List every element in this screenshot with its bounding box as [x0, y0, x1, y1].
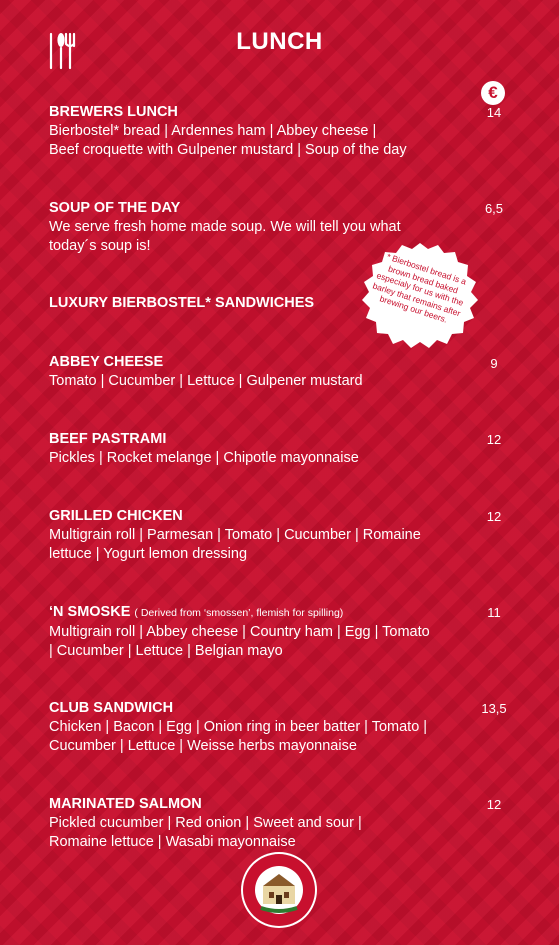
bierbostel-footnote-badge — [360, 241, 480, 353]
restaurant-seal-logo — [239, 850, 319, 930]
item-desc-line: Tomato | Cucumber | Lettuce | Gulpener mustard — [49, 373, 363, 389]
item-price: 12 — [486, 509, 502, 524]
menu-item-grilled-chicken — [49, 507, 479, 564]
badge-text: * Bierbostel bread is a brown bread baked especialy for us with the barley that remains after brewing our beers. — [371, 251, 468, 325]
menu-item-club-sandwich — [49, 699, 479, 756]
item-desc-line: Pickles | Rocket melange | Chipotle mayonnaise — [49, 450, 359, 466]
item-name-text: ‘N SMOSKE — [49, 604, 131, 620]
item-name: ABBEY CHEESE — [49, 354, 164, 370]
item-desc-line: We serve fresh home made soup. We will tell you what — [49, 219, 401, 235]
item-note: ( Derived from ‘smossen’, flemish for spilling) — [134, 607, 344, 619]
item-price: 14 — [486, 105, 502, 120]
item-desc-line: Pickled cucumber | Red onion | Sweet and sour | — [49, 815, 362, 831]
item-desc-line: Cucumber | Lettuce | Weisse herbs mayonnaise — [49, 738, 357, 754]
item-desc-line: Bierbostel* bread | Ardennes ham | Abbey cheese | — [49, 123, 377, 139]
item-name: BREWERS LUNCH — [49, 104, 178, 120]
item-price: 11 — [487, 605, 501, 620]
item-price: 9 — [490, 356, 498, 371]
item-name: CLUB SANDWICH — [49, 700, 174, 716]
item-desc-line: Beef croquette with Gulpener mustard | Soup of the day — [49, 142, 407, 158]
menu-item-abbey-cheese — [49, 353, 479, 391]
item-name: SOUP OF THE DAY — [49, 200, 181, 216]
menu-item-marinated-salmon — [49, 795, 479, 852]
item-desc-line: | Cucumber | Lettuce | Belgian mayo — [49, 643, 283, 659]
menu-item-beef-pastrami — [49, 430, 479, 468]
item-desc-line: Multigrain roll | Parmesan | Tomato | Cucumber | Romaine — [49, 527, 421, 543]
item-price: 13,5 — [481, 701, 507, 716]
item-name: BEEF PASTRAMI — [49, 431, 167, 447]
fork-knife-icon — [48, 32, 76, 70]
item-desc-line: lettuce | Yogurt lemon dressing — [49, 546, 248, 562]
menu-item-brewers-lunch — [49, 103, 479, 160]
page-title: LUNCH — [236, 28, 323, 55]
euro-icon: € — [481, 81, 505, 105]
item-desc-line: today´s soup is! — [49, 238, 151, 254]
item-desc-line: Chicken | Bacon | Egg | Onion ring in beer batter | Tomato | — [49, 719, 428, 735]
item-name: MARINATED SALMON — [49, 796, 202, 812]
item-desc-line: Multigrain roll | Abbey cheese | Country ham | Egg | Tomato — [49, 624, 430, 640]
menu-item-n-smoske — [49, 603, 479, 661]
item-price: 12 — [486, 432, 502, 447]
item-price: 12 — [486, 797, 502, 812]
item-price: 6,5 — [484, 201, 504, 216]
section-heading: LUXURY BIERBOSTEL* SANDWICHES — [49, 295, 315, 311]
item-desc-line: Romaine lettuce | Wasabi mayonnaise — [49, 834, 296, 850]
item-name — [49, 603, 479, 623]
item-name: GRILLED CHICKEN — [49, 508, 183, 524]
